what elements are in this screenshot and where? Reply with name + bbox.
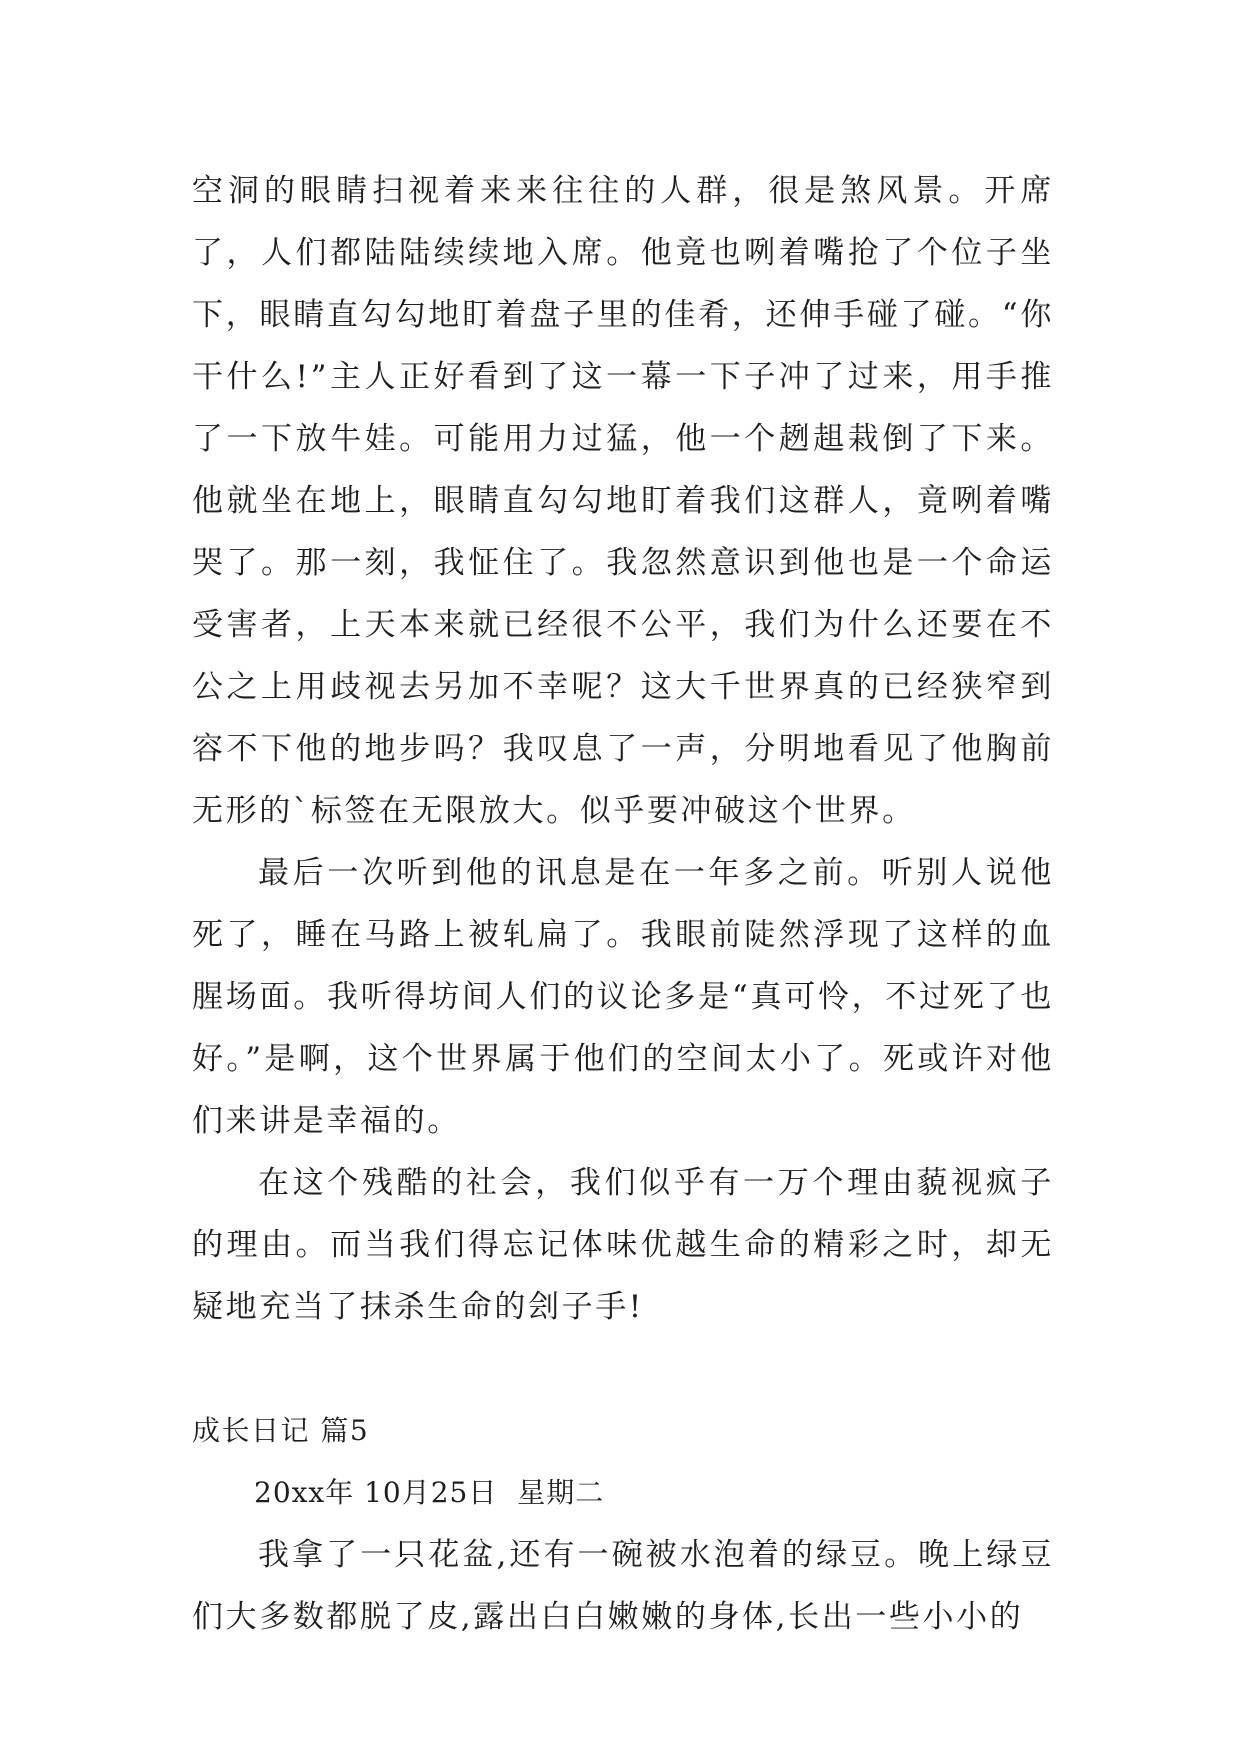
document-body <box>192 160 1054 1648</box>
paragraph-3: 在这个残酷的社会，我们似乎有一万个理由藐视疯子的理由。而当我们得忘记体味优越生命的精彩之时，却无疑地充当了抹杀生命的刽子手! <box>192 1165 1054 1325</box>
paragraph-2: 最后一次听到他的讯息是在一年多之前。听别人说他死了，睡在马路上被轧扁了。我眼前陡然浮现了这样的血腥场面。我听得坊间人们的议论多是“真可怜，不过死了也好。”是啊，这个世界属于他们的空间太小了。死或许对他们来讲是幸福的。 <box>192 855 1054 1139</box>
diary-weekday: 星期二 <box>517 1476 605 1509</box>
paragraph-1: 空洞的眼睛扫视着来来往往的人群，很是煞风景。开席了，人们都陆陆续续地入席。他竟也咧着嘴抢了个位子坐下，眼睛直勾勾地盯着盘子里的佳肴，还伸手碰了碰。“你干什么!”主人正好看到了这一幕一下子冲了过来，用手推了一下放牛娃。可能用力过猛，他一个趔趄栽倒了下来。他就坐在地上，眼睛直勾勾地盯着我们这群人，竟咧着嘴哭了。那一刻，我怔住了。我忽然意识到他也是一个命运受害者，上天本来就已经很不公平，我们为什么还要在不公之上用歧视去另加不幸呢？这大千世界真的已经狭窄到容不下他的地步吗？我叹息了一声，分明地看见了他胸前无形的`标签在无限放大。似乎要冲破这个世界。 <box>192 173 1054 829</box>
section-heading: 成长日记 篇5 <box>192 1414 370 1447</box>
paragraph-4: 我拿了一只花盆,还有一碗被水泡着的绿豆。晚上绿豆们大多数都脱了皮,露出白白嫩嫩的身体,长出一些小小的 <box>192 1537 1054 1635</box>
diary-date: 20xx年 10月25日 <box>254 1476 498 1509</box>
diary-date-line <box>192 1462 1054 1524</box>
spacer <box>192 1338 1054 1400</box>
